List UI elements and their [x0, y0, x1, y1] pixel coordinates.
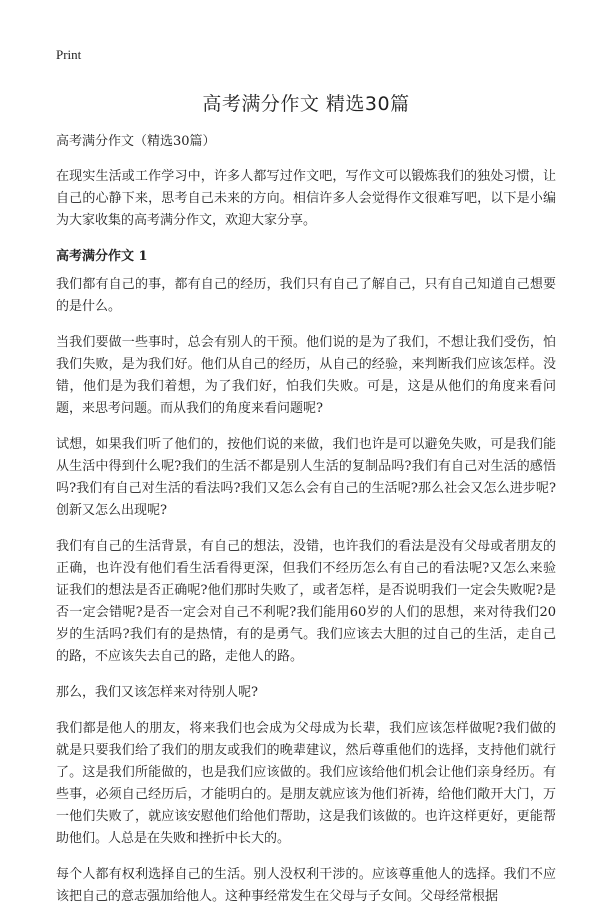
body-paragraph: 每个人都有权利选择自己的生活。别人没权利干涉的。应该尊重他人的选择。我们不应该把自己的意志强加给他人。这种事经常发生在父母与子女间。父母经常根据	[56, 867, 556, 904]
page-title: 高考满分作文 精选30篇	[202, 93, 410, 115]
body-paragraph: 试想，如果我们听了他们的，按他们说的来做，我们也许是可以避免失败，可是我们能从生活中得到什么呢?我们的生活不都是别人生活的复制品吗?我们有自己对生活的感悟吗?我们有自己对生活的看法吗?我们又怎么会有自己的生活呢?那么社会又怎么进步呢?创新又怎么出现呢?	[56, 437, 556, 518]
document-subtitle: 高考满分作文（精选30篇）	[56, 134, 216, 149]
body-paragraph: 那么，我们又该怎样来对待别人呢?	[56, 685, 258, 700]
print-link[interactable]: Print	[56, 47, 82, 62]
intro-paragraph: 在现实生活或工作学习中，许多人都写过作文吧，写作文可以锻炼我们的独处习惯，让自己的心静下来，思考自己未来的方向。相信许多人会觉得作文很难写吧，以下是小编为大家收集的高考满分作文，欢迎大家分享。	[56, 169, 556, 228]
body-paragraph: 我们都有自己的事，都有自己的经历，我们只有自己了解自己，只有自己知道自己想要的是什么。	[56, 277, 556, 314]
body-paragraph: 当我们要做一些事时，总会有别人的干预。他们说的是为了我们，不想让我们受伤，怕我们失败，是为我们好。他们从自己的经历，从自己的经验，来判断我们应该怎样。没错，他们是为我们着想，为了我们好，怕我们失败。可是，这是从他们的角度来看问题，来思考问题。而从我们的角度来看问题呢?	[56, 335, 556, 416]
body-paragraph: 我们都是他人的朋友，将来我们也会成为父母成为长辈，我们应该怎样做呢?我们做的就是只要我们给了我们的朋友或我们的晚辈建议，然后尊重他们的选择，支持他们就行了。这是我们所能做的，也是我们应该做的。我们应该给他们机会让他们亲身经历。有些事，必须自己经历后，才能明白的。是朋友就应该为他们祈祷，给他们敞开大门，万一他们失败了，就应该安慰他们给他们帮助，这是我们该做的。也许这样更好，更能帮助他们。人总是在失败和挫折中长大的。	[56, 721, 556, 846]
body-paragraph: 我们有自己的生活背景，有自己的想法，没错，也许我们的看法是没有父母或者朋友的正确，也许没有他们看生活看得更深，但我们不经历怎么有自己的看法呢?又怎么来验证我们的想法是否正确呢?他们那时失败了，或者怎样，是否说明我们一定会失败呢?是否一定会错呢?是否一定会对自己不利呢?我们能用60岁的人们的思想，来对待我们20岁的生活吗?我们有的是热情，有的是勇气。我们应该去大胆的过自己的生活，走自己的路，不应该失去自己的路，走他人的路。	[56, 539, 556, 664]
section-heading: 高考满分作文 1	[56, 249, 148, 264]
